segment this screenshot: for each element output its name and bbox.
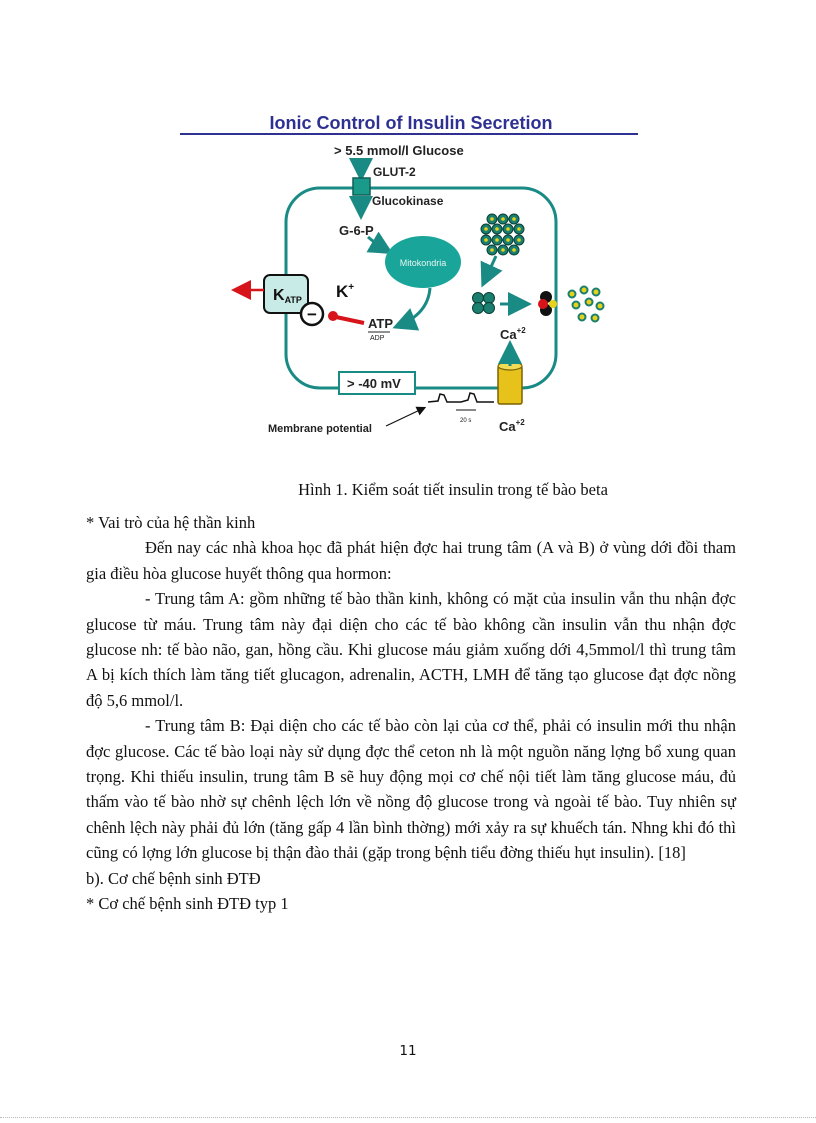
insulin-secretion-figure <box>176 104 646 444</box>
glucokinase-label: Glucokinase <box>372 194 444 208</box>
mitochondria-label: Mitokondria <box>399 258 447 268</box>
glut2-transporter <box>353 178 370 195</box>
heading-nervous-system: * Vai trò của hệ thần kinh <box>86 513 256 532</box>
body-text <box>86 510 736 917</box>
voltage-label: > -40 mV <box>347 376 401 391</box>
released-insulin <box>569 287 604 322</box>
katp-channel <box>264 275 308 313</box>
ca-inside-superscript: +2 <box>516 326 526 335</box>
k-ion-superscript: + <box>348 282 355 293</box>
heading-type1: * Cơ chế bệnh sinh ĐTĐ typ 1 <box>86 894 289 914</box>
ca-outside-superscript: +2 <box>515 418 525 427</box>
calcium-channel <box>498 366 522 404</box>
figure-title: Ionic Control of Insulin Secretion <box>269 113 553 133</box>
minus-sign: − <box>307 305 317 324</box>
paragraph-center-a: - Trung tâm A: gồm những tế bào thần kinh, không có mặt của insulin vẫn thu nhận đợc glucose từ máu. Trung tâm này đại diện cho các tế bào không cần insulin vẫn thu nhận đợc glucose nh: tế bào não, gan, hồng cầu. Khi glucose máu giảm xuống dới 4,5mmol/l thì trung tâm A bị kích thích làm tăng tiết glucagon, adrenalin, ACTH, LMH để tăng tạo glucose đạt đợc nồng độ 5,6 mmol/l. <box>86 589 736 710</box>
glut2-label: GLUT-2 <box>373 165 416 179</box>
page-footer-rule <box>0 1117 816 1118</box>
katp-label: K <box>273 287 285 304</box>
g6p-label: G-6-P <box>339 223 374 238</box>
ca-inside-label: Ca <box>500 327 517 342</box>
paragraph-center-b: - Trung tâm B: Đại diện cho các tế bào còn lại của cơ thể, phải có insulin mới thu nhận đợc glucose. Các tế bào loại này sử dụng đợc thể ceton nh là một nguồn năng lợng bổ xung quan trọng. Khi thiếu insulin, trung tâm B sẽ huy động mọi cơ chế nội tiết làm tăng glucose máu, đủ thấm vào tế bào nhờ sự chênh lệch lớn về nồng độ glucose trong và ngoài tế bào. Tuy nhiên sự chênh lệch này phải đủ lớn (tăng gấp 4 lần bình thờng) mới xảy ra sự khuếch tán. Nhng khi đó thì cũng có lợng lớn glucose bị thận đào thải (gặp trong bệnh tiểu đờng thiếu hụt insulin). [18] <box>86 716 736 863</box>
membrane-pointer <box>386 408 424 426</box>
membrane-potential-trace <box>428 393 494 402</box>
glucose-label: > 5.5 mmol/l Glucose <box>334 143 464 158</box>
k-ion-label: K <box>336 282 349 301</box>
katp-subscript: ATP <box>284 295 302 305</box>
ca-outside-label: Ca <box>499 419 516 434</box>
inhibition-dot <box>328 311 338 321</box>
scale-bar-label: 20 s <box>460 418 472 424</box>
adp-label: ADP <box>370 335 385 342</box>
figure-caption: Hình 1. Kiểm soát tiết insulin trong tế bào beta <box>298 480 608 499</box>
page-number: 11 <box>399 1043 417 1059</box>
paragraph-intro: Đến nay các nhà khoa học đã phát hiện đợc hai trung tâm (A và B) ở vùng dới đồi tham gia điều hòa glucose huyết thông qua hormon: <box>86 538 736 583</box>
svg-text:Ca+2 <box>499 418 525 434</box>
atp-label: ATP <box>368 316 394 331</box>
heading-pathogenesis: b). Cơ chế bệnh sinh ĐTĐ <box>86 868 261 888</box>
membrane-potential-label: Membrane potential <box>268 423 372 435</box>
